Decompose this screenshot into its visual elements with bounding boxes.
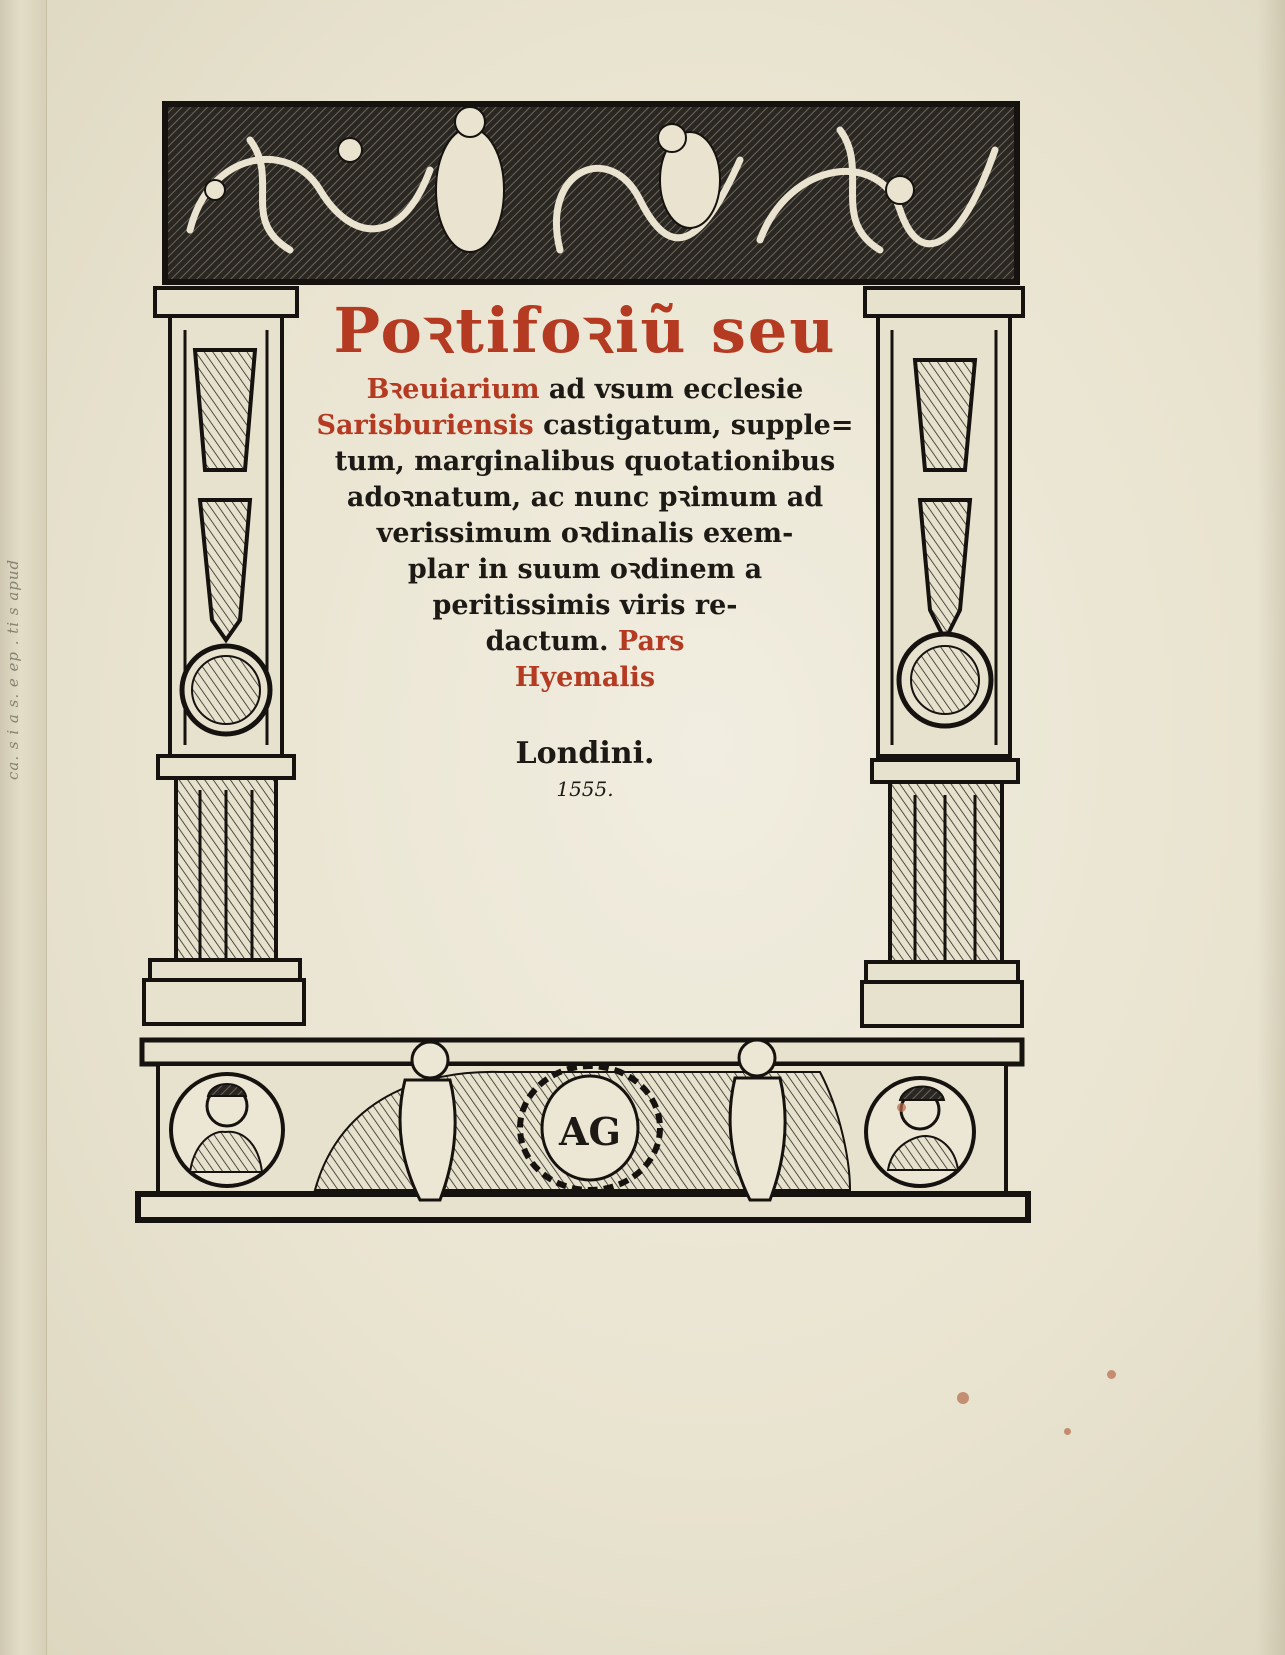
body-text: verissimum oꝛdinalis exem- bbox=[376, 518, 794, 549]
foxing-spot bbox=[1107, 1370, 1116, 1379]
body-text: tum, marginalibus quotationibus bbox=[334, 446, 836, 477]
title-line-6 bbox=[300, 552, 870, 588]
main-title: Poꝛtifoꝛiũ seu bbox=[333, 294, 837, 367]
rubric-text: Sarisburiensis bbox=[316, 410, 534, 441]
right-column bbox=[862, 288, 1023, 1026]
title-line-1 bbox=[300, 372, 870, 408]
top-frieze bbox=[165, 104, 1017, 282]
title-line-9 bbox=[300, 660, 870, 696]
body-text: dactum. bbox=[485, 626, 618, 657]
title-line-2 bbox=[300, 408, 870, 444]
rubric-text: Bꝛeuiarium bbox=[366, 374, 540, 405]
body-text: peritissimis viris re- bbox=[432, 590, 738, 621]
title-line-3 bbox=[300, 444, 870, 480]
body-text: plar in suum oꝛdinem a bbox=[407, 554, 763, 585]
title-line-4 bbox=[300, 480, 870, 516]
title-line-7 bbox=[300, 588, 870, 624]
body-text: adoꝛnatum, ac nunc pꝛimum ad bbox=[346, 482, 824, 513]
rubric-text: Hyemalis bbox=[514, 662, 656, 693]
title-line-8 bbox=[300, 624, 870, 660]
title-line-5 bbox=[300, 516, 870, 552]
foxing-spot bbox=[1064, 1428, 1071, 1435]
body-text: ad vsum ecclesie bbox=[539, 374, 804, 405]
body-text: castigatum, supple= bbox=[533, 410, 854, 441]
rubric-text: Pars bbox=[617, 626, 685, 657]
foxing-spot bbox=[957, 1392, 969, 1404]
imprint-year: 1555. bbox=[556, 777, 614, 801]
title-block bbox=[300, 292, 870, 696]
imprint bbox=[440, 734, 730, 804]
spine-text: ca. s i a s. e ep . ti s apud bbox=[4, 558, 22, 780]
imprint-place: Londini. bbox=[515, 736, 655, 771]
foxing-spot bbox=[897, 1103, 906, 1112]
left-column bbox=[144, 288, 304, 1024]
printer-monogram: AG bbox=[559, 1109, 621, 1154]
